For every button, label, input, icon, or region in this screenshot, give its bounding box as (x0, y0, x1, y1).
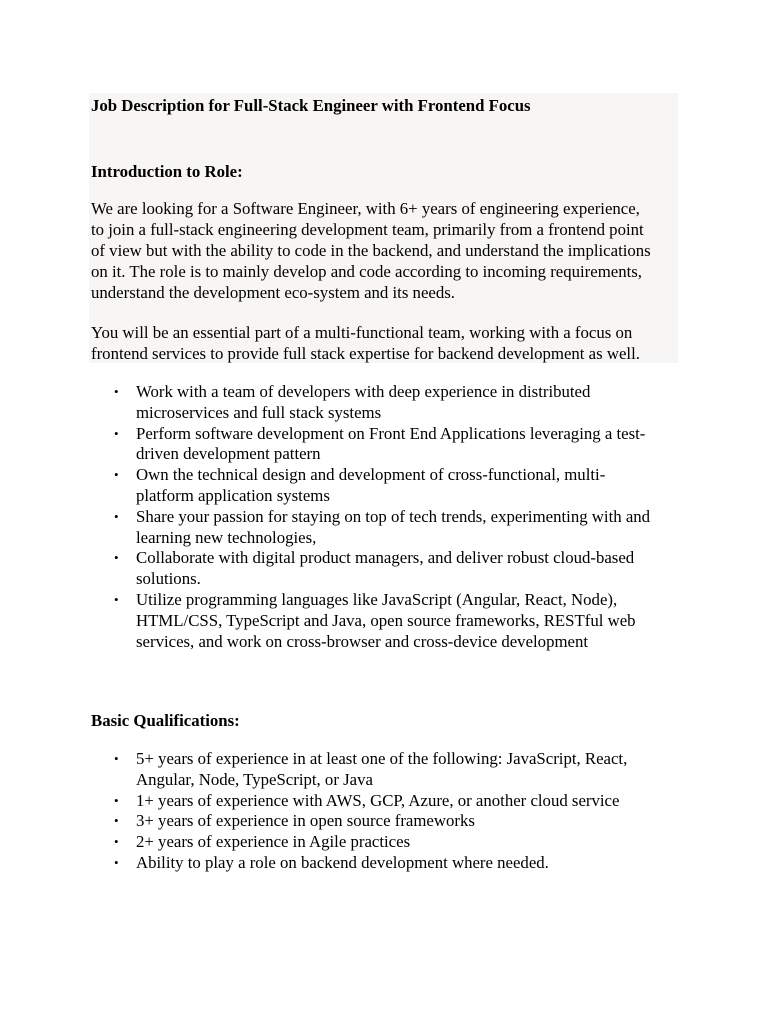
list-item-line: microservices and full stack systems (136, 402, 382, 422)
list-item-line: 2+ years of experience in Agile practices (136, 832, 411, 852)
bullet-icon: • (114, 834, 119, 850)
intro-paragraph-2-line: You will be an essential part of a multi-functional team, working with a focus on (91, 323, 633, 342)
bullet-icon: • (114, 550, 119, 566)
list-item-line: driven development pattern (136, 444, 321, 464)
list-item (0, 832, 768, 853)
intro-paragraph-1-line: of view but with the ability to code in the backend, and understand the implications (91, 241, 651, 260)
intro-paragraph-1-line: understand the development eco-system and its needs. (91, 283, 455, 302)
list-item (0, 853, 768, 874)
list-item (0, 791, 768, 812)
intro-paragraph-1-line: to join a full-stack engineering development team, primarily from a frontend point (91, 220, 644, 239)
bullet-icon: • (114, 751, 119, 766)
list-item-line: Own the technical design and development of cross-functional, multi- (136, 465, 606, 485)
list-item-line: services, and work on cross-browser and cross-device development (136, 631, 589, 651)
intro-paragraph-1-line: We are looking for a Software Engineer, with 6+ years of engineering experience, (91, 199, 640, 218)
list-item (0, 465, 768, 507)
bullet-icon: • (114, 425, 119, 441)
list-item-line: 5+ years of experience in at least one of the following: JavaScript, React, (136, 749, 628, 768)
list-item-line: Collaborate with digital product managers, and deliver robust cloud-based (136, 548, 635, 568)
list-item-line: Utilize programming languages like JavaScript (Angular, React, Node), (136, 589, 618, 609)
intro-paragraph-2 (91, 322, 640, 364)
bullet-icon: • (114, 854, 119, 870)
bullet-icon: • (114, 591, 119, 607)
list-item-line: Share your passion for staying on top of tech trends, experimenting with and (136, 506, 651, 526)
qualifications-list (0, 749, 768, 874)
intro-paragraph-1 (91, 198, 651, 303)
bullet-icon: • (114, 508, 119, 524)
bullet-icon: • (114, 813, 119, 829)
responsibilities-list (0, 382, 768, 652)
list-item (0, 548, 768, 590)
bullet-icon: • (114, 384, 119, 399)
bullet-icon: • (114, 467, 119, 483)
list-item (0, 424, 768, 466)
list-item (0, 590, 768, 652)
list-item-line: Perform software development on Front End Applications leveraging a test- (136, 423, 646, 443)
list-item (0, 382, 768, 424)
list-item-line: learning new technologies, (136, 527, 317, 547)
list-item-line: Ability to play a role on backend development where needed. (136, 852, 549, 872)
list-item-line: Work with a team of developers with deep experience in distributed (136, 382, 591, 401)
list-item-line: platform application systems (136, 485, 330, 505)
list-item (0, 749, 768, 791)
list-item-line: 1+ years of experience with AWS, GCP, Azure, or another cloud service (136, 790, 620, 810)
list-item-line: HTML/CSS, TypeScript and Java, open source frameworks, RESTful web (136, 610, 636, 630)
list-item-line: Angular, Node, TypeScript, or Java (136, 769, 373, 789)
list-item-line: solutions. (136, 569, 201, 589)
list-item (0, 811, 768, 832)
intro-paragraph-2-line: frontend services to provide full stack expertise for backend development as well. (91, 344, 640, 363)
qualifications-heading: Basic Qualifications: (91, 711, 240, 730)
bullet-icon: • (114, 792, 119, 808)
list-item-line: 3+ years of experience in open source frameworks (136, 811, 475, 831)
intro-paragraph-1-line: on it. The role is to mainly develop and code according to incoming requirements, (91, 262, 642, 281)
document-title: Job Description for Full-Stack Engineer with Frontend Focus (91, 96, 531, 115)
list-item (0, 507, 768, 549)
intro-heading: Introduction to Role: (91, 162, 243, 181)
